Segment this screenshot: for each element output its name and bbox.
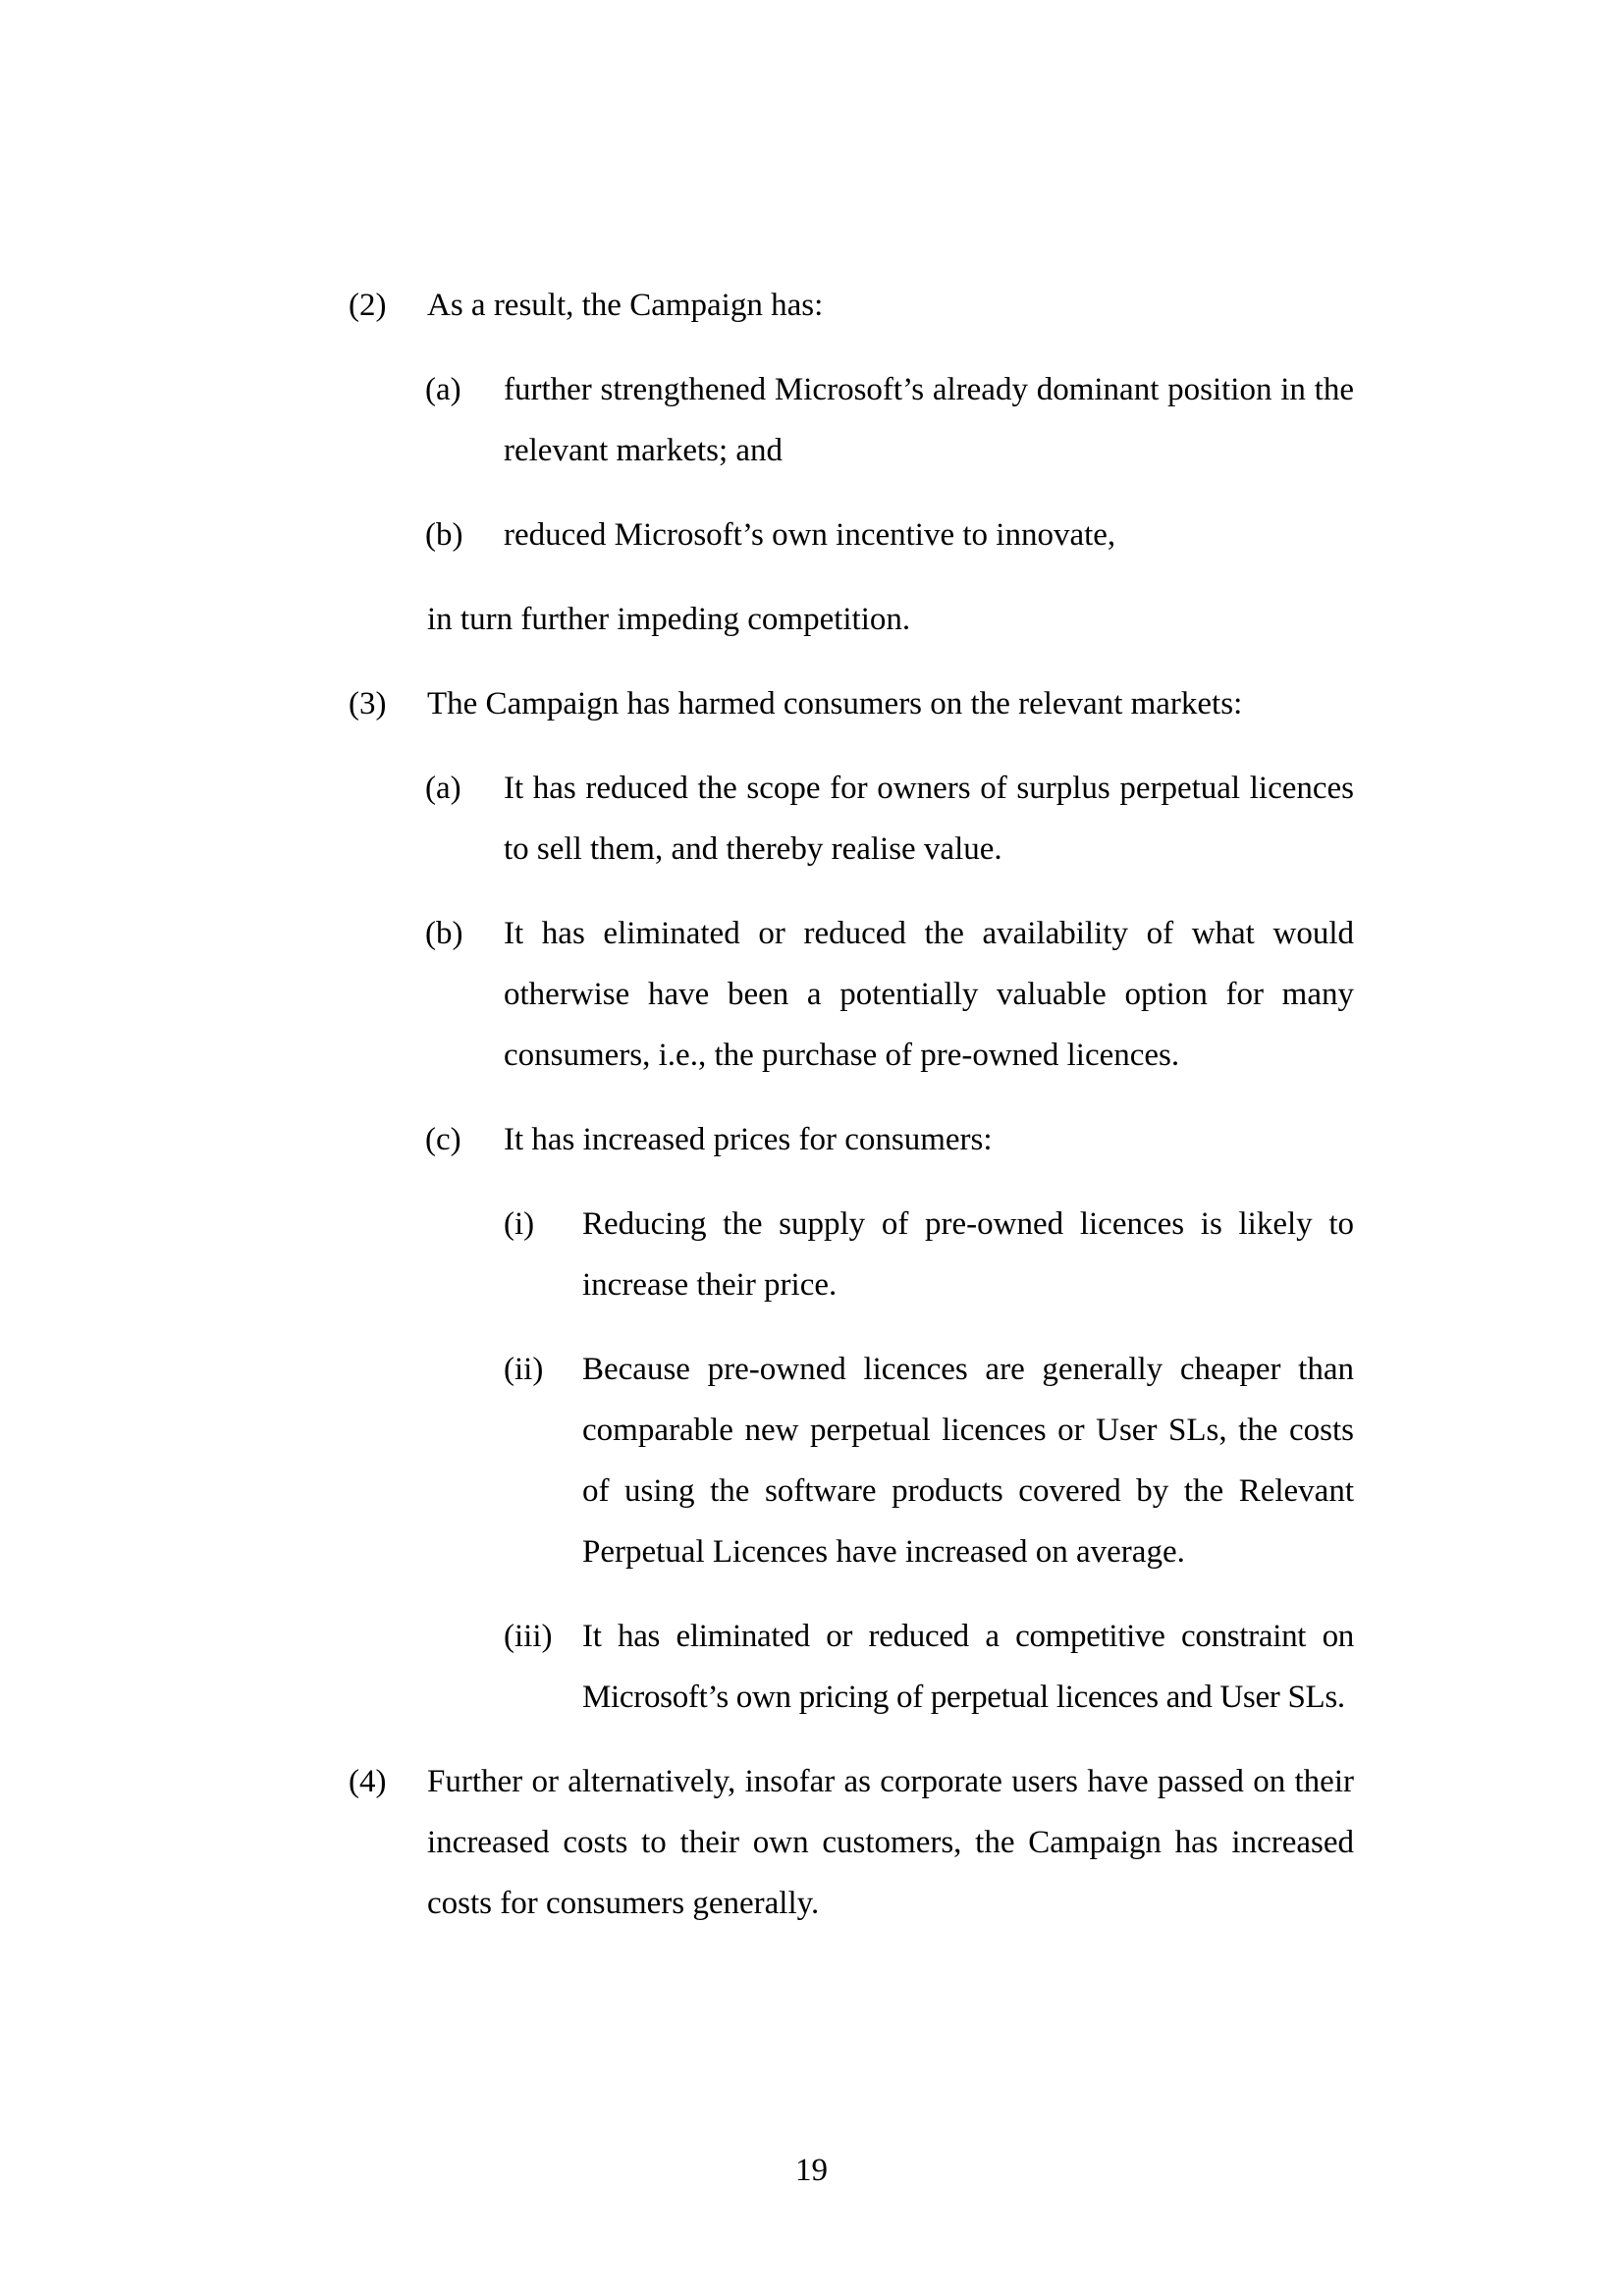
list-marker: (b) bbox=[425, 517, 463, 553]
paragraph-text: The Campaign has harmed consumers on the relevant markets: bbox=[427, 686, 1243, 721]
paragraph bbox=[349, 1751, 1354, 1934]
page-number: 19 bbox=[795, 2153, 828, 2188]
paragraph-text: It has increased prices for consumers: bbox=[504, 1122, 993, 1157]
paragraph bbox=[425, 1109, 1354, 1170]
paragraph bbox=[425, 359, 1354, 481]
list-marker: (c) bbox=[425, 1122, 461, 1157]
list-marker: (3) bbox=[349, 686, 387, 721]
paragraph bbox=[349, 275, 1354, 336]
list-marker: (ii) bbox=[504, 1352, 544, 1387]
paragraph bbox=[349, 673, 1354, 734]
paragraph-text: Because pre-owned licences are generally cheaper than comparable new perpetual licences or User SLs, the costs of using the software products covered by the Relevant Perpetual Licences have increased on average. bbox=[582, 1352, 1354, 1570]
list-marker: (i) bbox=[504, 1206, 535, 1242]
paragraph-text: in turn further impeding competition. bbox=[427, 602, 911, 637]
paragraph-text: It has reduced the scope for owners of surplus perpetual licences to sell them, and thereby realise value. bbox=[504, 771, 1354, 867]
paragraph bbox=[349, 589, 1354, 650]
list-marker: (iii) bbox=[504, 1619, 553, 1654]
paragraph-text: Further or alternatively, insofar as corporate users have passed on their increased costs to their own customers, the Campaign has increased costs for consumers generally. bbox=[427, 1764, 1354, 1921]
paragraph-text: further strengthened Microsoft’s already dominant position in the relevant markets; and bbox=[504, 372, 1354, 468]
paragraph bbox=[504, 1194, 1354, 1315]
paragraph bbox=[425, 505, 1354, 565]
paragraph-text: Reducing the supply of pre-owned licences is likely to increase their price. bbox=[582, 1206, 1354, 1303]
list-marker bbox=[349, 589, 427, 650]
paragraph-text: It has eliminated or reduced a competitive constraint on Microsoft’s own pricing of perpetual licences and User SLs. bbox=[582, 1619, 1354, 1715]
paragraph-text: reduced Microsoft’s own incentive to innovate, bbox=[504, 517, 1116, 553]
paragraph-text: As a result, the Campaign has: bbox=[427, 288, 824, 323]
list-marker: (a) bbox=[425, 372, 461, 407]
list-marker: (a) bbox=[425, 771, 461, 806]
list-marker: (2) bbox=[349, 288, 387, 323]
list-marker: (4) bbox=[349, 1764, 387, 1799]
paragraph bbox=[425, 758, 1354, 880]
paragraph-text: It has eliminated or reduced the availability of what would otherwise have been a potentially valuable option for many consumers, i.e., the purchase of pre-owned licences. bbox=[504, 916, 1354, 1073]
paragraph bbox=[425, 903, 1354, 1086]
list-marker: (b) bbox=[425, 916, 463, 951]
paragraph bbox=[504, 1606, 1354, 1728]
document-body bbox=[0, 275, 1623, 1934]
paragraph bbox=[504, 1339, 1354, 1582]
